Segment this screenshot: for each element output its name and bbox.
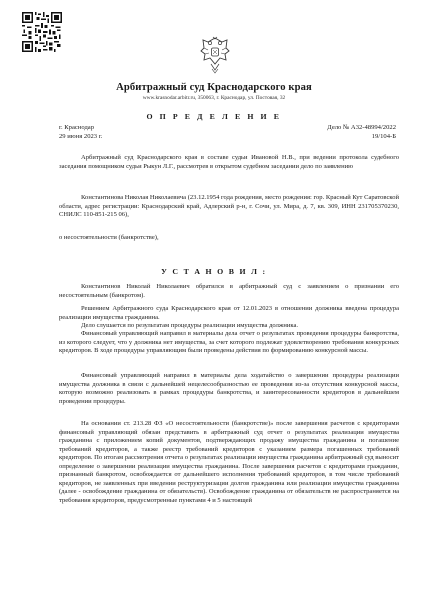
body-paragraph: Финансовый управляющий направил в материалы дела отчет о результатах проведения процедуры банкротства, из которого следует, что у должника нет имущества, за счет которого подлежат удовлетворению требования конкурсных кредиторов. В ходе процедуры управляющим были проведены действия по формированию конкурсной массы. xyxy=(59,330,399,354)
coat-of-arms-emblem xyxy=(199,36,231,74)
subject-paragraph: о несостоятельности (банкротстве), xyxy=(59,234,159,241)
date-label: 29 июня 2023 г. xyxy=(59,133,103,140)
case-number-block xyxy=(327,123,396,141)
case-subnumber: 19/104-Б xyxy=(371,133,396,140)
intro-paragraph: Арбитражный суд Краснодарского края в составе судьи Ивановой Н.В., при ведении протокола судебного заседания помощником судьи Рыкун Л.Г., рассмотрев в открытом судебном заседании дело по заявлению xyxy=(59,154,399,170)
body-paragraph: Дело слушается по результатам процедуры реализации имущества должника. xyxy=(81,322,299,329)
body-paragraph: На основании ст. 213.28 ФЗ «О несостоятельности (банкротстве)» после завершения расчетов с кредиторами финансовый управляющий обязан представить в арбитражный суд отчет о результатах реализации имущества гражданина с приложением копий документов, подтверждающих продажу имущества гражданина и погашение требований кредиторов, а также реестр требований кредиторов с указанием размера погашенных требований кредиторов. По итогам рассмотрения отчета о результатах реализации имущества гражданина арбитражный суд выносит определение о завершении реализации имущества гражданина. После завершения расчетов с кредиторами гражданин, признанный банкротом, освобождается от дальнейшего исполнения требований кредиторов, в том числе требований кредиторов, не заявленных при введении реструктуризации долгов гражданина или реализации имущества гражданина (далее - освобождение гражданина от обязательств). Освобождение гражданина от обязательств не распространяется на требования кредиторов, предусмотренные пунктами 4 и 5 настоящей xyxy=(59,420,399,504)
body-paragraph: Решением Арбитражного суда Краснодарского края от 12.01.2023 в отношении должника введена процедура реализации имущества гражданина. xyxy=(59,305,399,321)
document-place-date xyxy=(59,123,102,141)
body-paragraph: Константинов Николай Николаевич обратился в арбитражный суд с заявлением о признании его несостоятельным (банкротом). xyxy=(59,283,399,299)
body-paragraph: Финансовый управляющий направил в материалы дела ходатайство о завершении процедуры реализации имущества должника в связи с дальнейшей нецелесообразностью ее проведения из-за отсутствия конкурсной массы, которую возможно реализовать в рамках процедуры банкротства, и заинтересованности кредиторов в дальнейшем проведении процедуры. xyxy=(59,372,399,405)
case-number: Дело № А32-48994/2022 xyxy=(327,124,396,131)
court-name: Арбитражный суд Краснодарского края xyxy=(116,82,312,93)
qr-code-image xyxy=(22,12,62,52)
court-address: www.krasnodar.arbitr.ru, 350063, г. Краснодар, ул. Постовая, 32 xyxy=(142,95,286,101)
city-label: г. Краснодар xyxy=(59,124,95,131)
debtor-paragraph: Константинова Николая Николаевича (23.12.1954 года рождения, место рождения: гор. Красный Кут Саратовской области, адрес регистрации: Краснодарский край, Адлерский р-н, г. Сочи, ул. Мира, д. 7, кв. 309, ИНН 231705370230, СНИЛС 110-851-215 06), xyxy=(59,194,399,218)
section-title: У С Т А Н О В И Л : xyxy=(161,267,267,276)
document-type-title: О П Р Е Д Е Л Е Н И Е xyxy=(146,112,282,121)
